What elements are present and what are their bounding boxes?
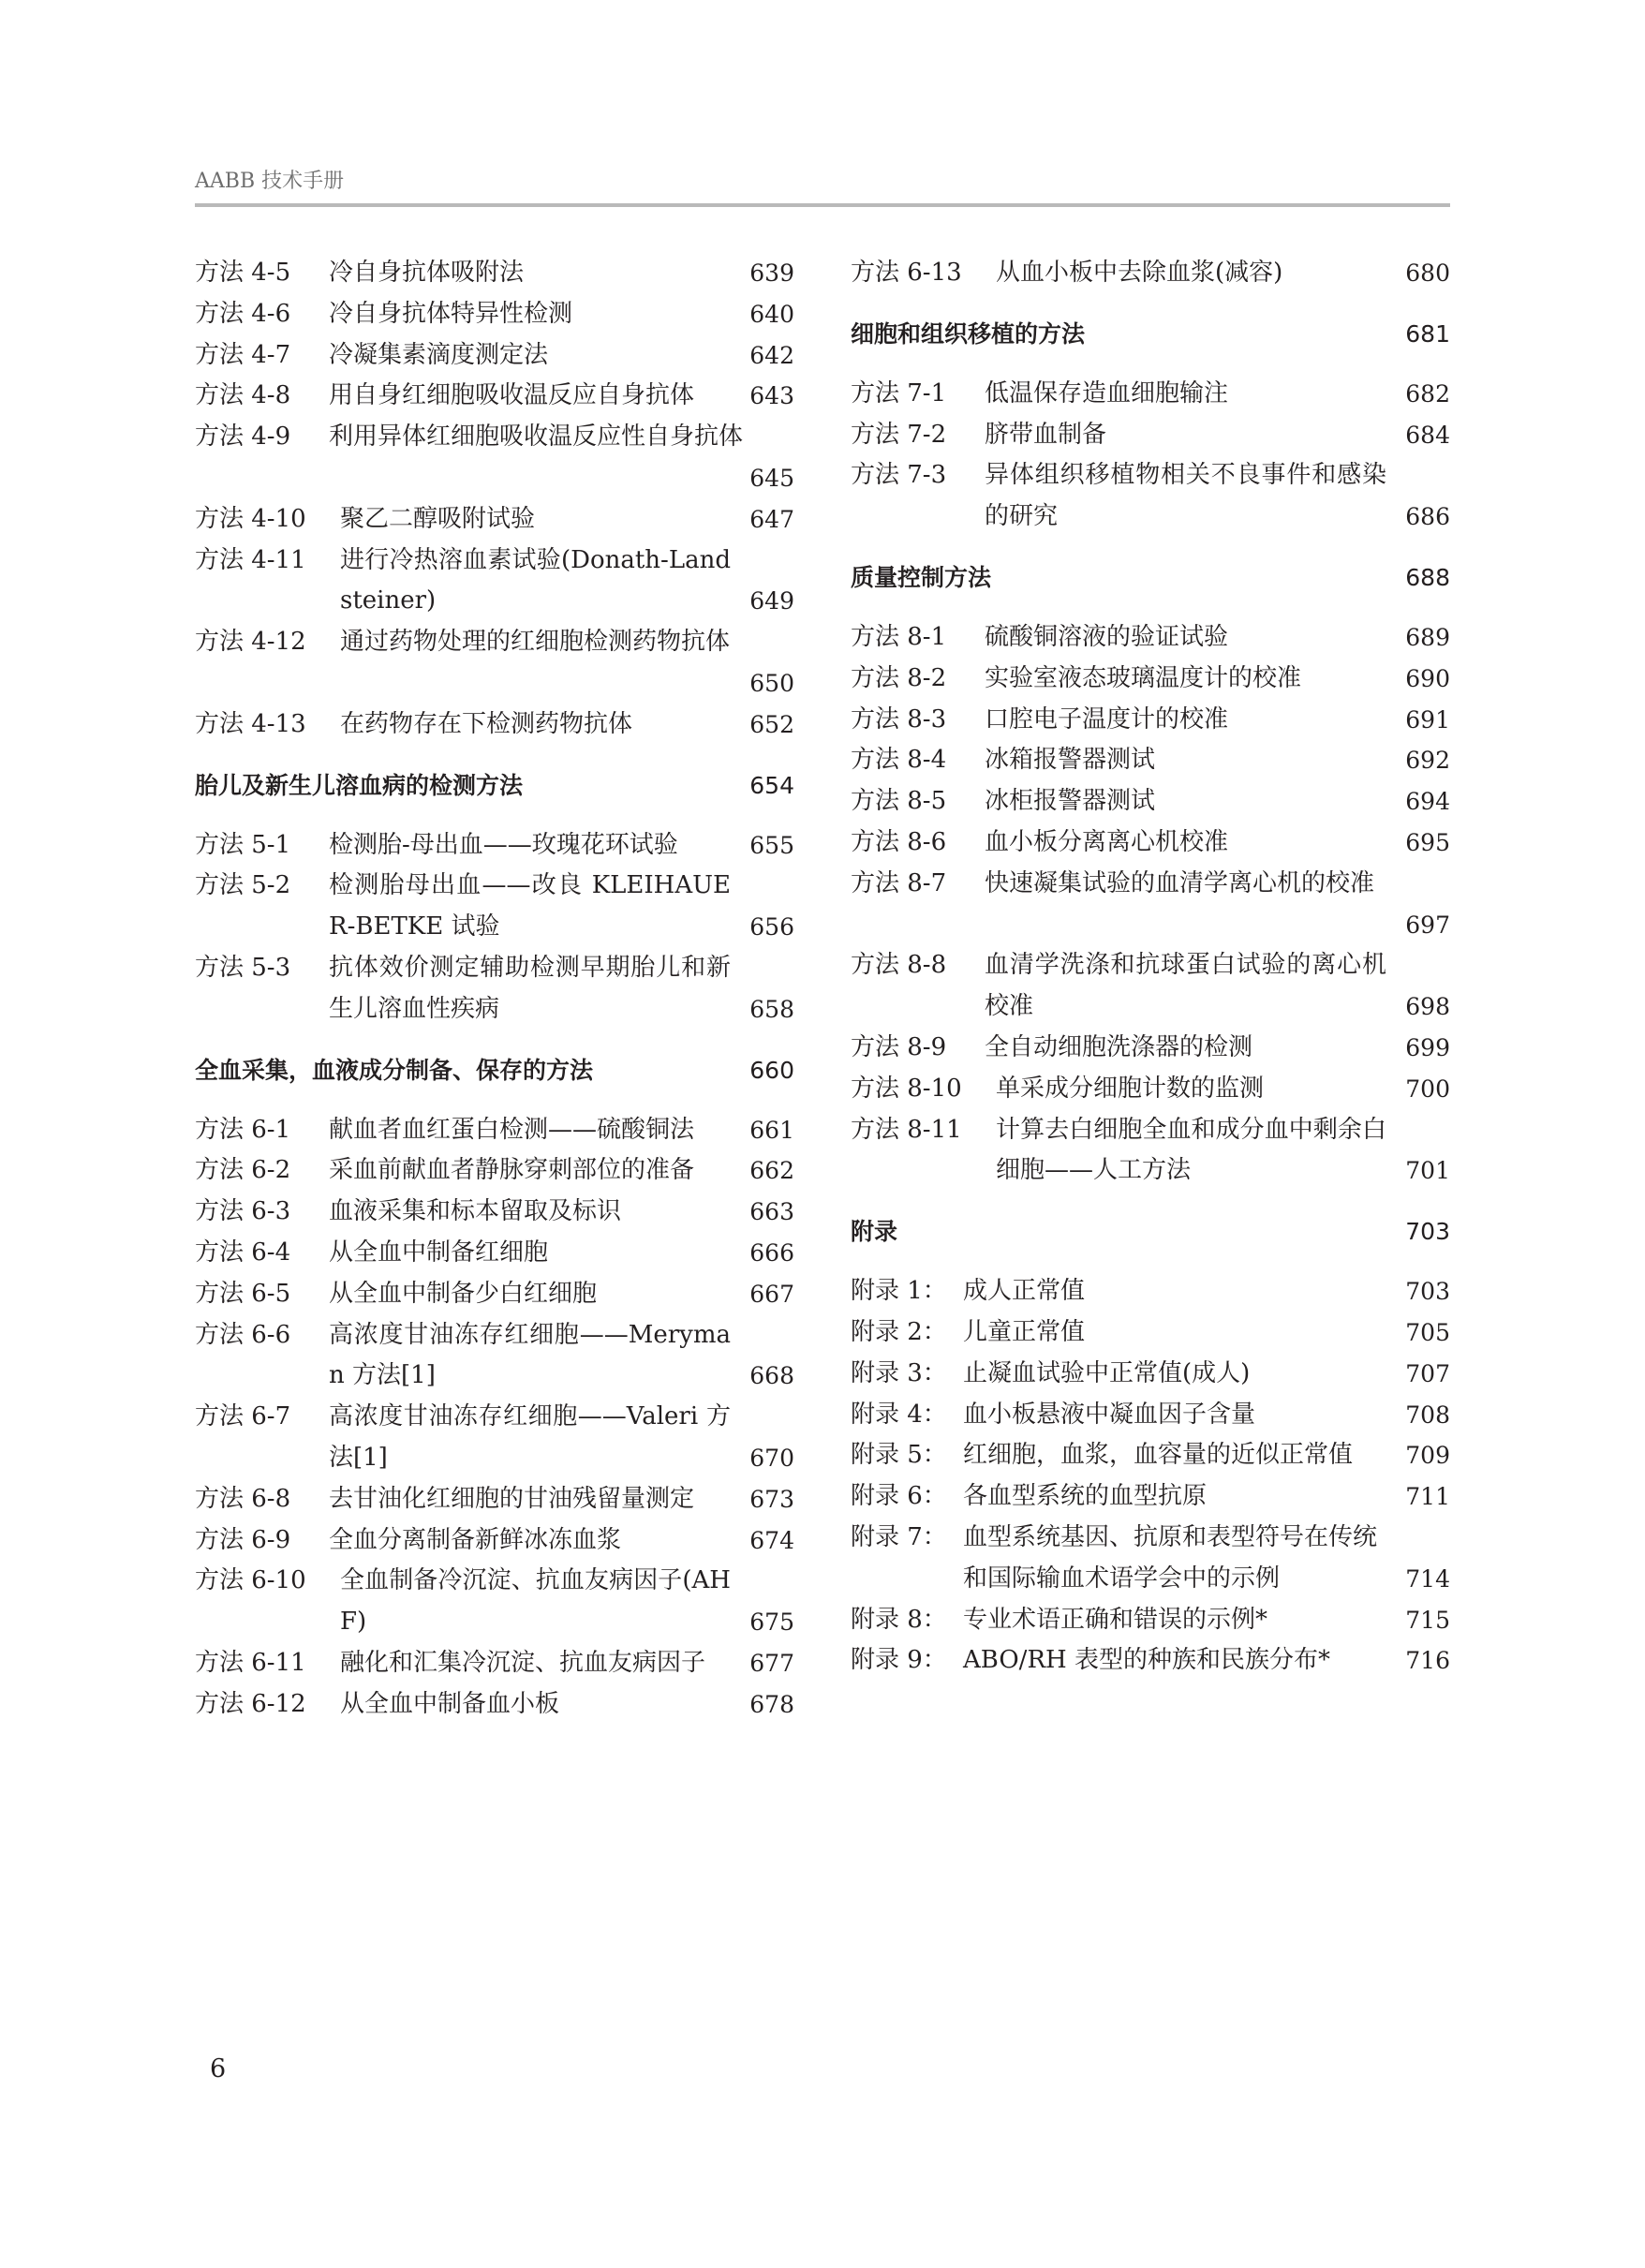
entry-page-number: 701 [1405, 1157, 1450, 1185]
entry-title: 冰柜报警器测试 [985, 787, 1156, 816]
method-label: 方法 4-9 [195, 422, 291, 452]
method-label: 方法 8-11 [851, 1115, 962, 1144]
entry-title: 全自动细胞洗涤器的检测 [985, 1032, 1253, 1061]
entry-page-number: 682 [1405, 379, 1450, 408]
toc-right-column [851, 253, 1450, 1682]
toc-entry[interactable] [195, 541, 794, 623]
entry-page-number: 698 [1405, 993, 1450, 1021]
section-title: 胎儿及新生儿溶血病的检测方法 [195, 771, 524, 799]
entry-page-number: 639 [749, 259, 794, 287]
appendix-label: 附录 9： [851, 1646, 947, 1675]
entry-title: 全血制备冷沉淀、抗血友病因子(AHF) [340, 1566, 731, 1637]
toc-entry[interactable] [195, 499, 794, 541]
toc-section-heading[interactable] [195, 1050, 794, 1090]
entry-page-number: 697 [1405, 911, 1450, 939]
section-page-number: 660 [749, 1056, 794, 1084]
toc-entry[interactable] [195, 1479, 794, 1520]
section-title: 附录 [851, 1218, 898, 1246]
entry-title: 异体组织移植物相关不良事件和感染的研究 [985, 461, 1386, 531]
entry-title: 血小板分离离心机校准 [985, 827, 1229, 856]
toc-entry[interactable] [851, 415, 1450, 456]
entry-title: 献血者血红蛋白检测——硫酸铜法 [329, 1115, 695, 1144]
entry-page-number: 695 [1405, 828, 1450, 856]
method-label: 方法 8-1 [851, 622, 947, 651]
section-title: 质量控制方法 [851, 563, 992, 591]
method-label: 方法 6-2 [195, 1156, 291, 1185]
method-label: 方法 6-1 [195, 1115, 291, 1144]
entry-title: 脐带血制备 [985, 420, 1107, 449]
toc-entry[interactable] [195, 376, 794, 417]
page-number: 6 [210, 2054, 227, 2083]
toc-entry[interactable] [195, 335, 794, 377]
appendix-label: 附录 6： [851, 1482, 947, 1511]
entry-page-number: 690 [1405, 664, 1450, 692]
entry-page-number: 640 [749, 300, 794, 328]
toc-appendix-entry[interactable] [851, 1518, 1450, 1600]
method-label: 方法 6-9 [195, 1525, 291, 1554]
entry-title: 止凝血试验中正常值(成人) [963, 1358, 1251, 1387]
toc-entry[interactable] [195, 417, 794, 499]
appendix-label: 附录 5： [851, 1441, 947, 1470]
toc-entry[interactable] [195, 1643, 794, 1684]
entry-page-number: 714 [1405, 1564, 1450, 1593]
entry-title: 在药物存在下检测药物抗体 [340, 709, 633, 738]
appendix-label: 附录 4： [851, 1400, 947, 1429]
toc-section-heading[interactable] [851, 557, 1450, 598]
method-label: 方法 6-4 [195, 1238, 291, 1267]
entry-page-number: 652 [749, 710, 794, 738]
entry-page-number: 643 [749, 382, 794, 410]
entry-page-number: 655 [749, 831, 794, 859]
entry-page-number: 692 [1405, 747, 1450, 775]
method-label: 方法 8-10 [851, 1074, 962, 1103]
toc-entry[interactable] [195, 1684, 794, 1726]
header-rule [195, 203, 1450, 207]
entry-page-number: 684 [1405, 421, 1450, 449]
entry-title: 高浓度甘油冻存红细胞——Meryman 方法[1] [329, 1320, 731, 1390]
entry-title: 冰箱报警器测试 [985, 746, 1156, 775]
toc-entry[interactable] [195, 1192, 794, 1233]
entry-title: 儿童正常值 [963, 1317, 1086, 1346]
method-label: 方法 8-7 [851, 868, 947, 897]
entry-title: 利用异体红细胞吸收温反应性自身抗体 [329, 422, 744, 452]
entry-title: 进行冷热溶血素试验(Donath-Landsteiner) [340, 545, 731, 615]
toc-entry[interactable] [851, 740, 1450, 781]
method-label: 方法 6-13 [851, 259, 962, 287]
appendix-label: 附录 7： [851, 1522, 947, 1551]
entry-title: 去甘油化红细胞的甘油残留量测定 [329, 1484, 695, 1513]
method-label: 方法 6-8 [195, 1484, 291, 1513]
method-label: 方法 7-3 [851, 461, 947, 490]
toc-appendix-entry[interactable] [851, 1354, 1450, 1395]
toc-entry[interactable] [195, 1315, 794, 1398]
entry-title: 口腔电子温度计的校准 [985, 704, 1229, 734]
entry-title: 抗体效价测定辅助检测早期胎儿和新生儿溶血性疾病 [329, 953, 731, 1023]
entry-page-number: 658 [749, 995, 794, 1023]
toc-appendix-entry[interactable] [851, 1395, 1450, 1436]
entry-title: 单采成分细胞计数的监测 [996, 1074, 1265, 1103]
toc-entry[interactable] [195, 704, 794, 746]
entry-title: 冷凝集素滴度测定法 [329, 340, 549, 369]
method-label: 方法 5-3 [195, 953, 291, 982]
entry-page-number: 670 [749, 1444, 794, 1472]
method-label: 方法 7-2 [851, 420, 947, 449]
method-label: 方法 6-11 [195, 1648, 306, 1677]
toc-entry[interactable] [851, 781, 1450, 823]
method-label: 方法 8-9 [851, 1032, 947, 1061]
entry-title: 通过药物处理的红细胞检测药物抗体 [340, 628, 731, 657]
entry-title: 全血分离制备新鲜冰冻血浆 [329, 1525, 622, 1554]
entry-page-number: 667 [749, 1280, 794, 1308]
method-label: 方法 6-3 [195, 1197, 291, 1226]
entry-title: 融化和汇集冷沉淀、抗血友病因子 [340, 1648, 706, 1677]
entry-page-number: 677 [749, 1649, 794, 1677]
entry-page-number: 663 [749, 1198, 794, 1226]
entry-title: 低温保存造血细胞输注 [985, 378, 1229, 408]
toc-left-column [195, 253, 794, 1726]
method-label: 方法 7-1 [851, 378, 947, 408]
toc-entry[interactable] [195, 1561, 794, 1643]
toc-appendix-entry[interactable] [851, 1271, 1450, 1312]
method-label: 方法 4-5 [195, 259, 291, 287]
entry-title: 血小板悬液中凝血因子含量 [963, 1400, 1256, 1429]
toc-entry[interactable] [195, 948, 794, 1030]
entry-title: 高浓度甘油冻存红细胞——Valeri 方法[1] [329, 1402, 731, 1472]
entry-title: 快速凝集试验的血清学离心机的校准 [985, 868, 1375, 897]
toc-section-heading[interactable] [851, 1211, 1450, 1252]
entry-page-number: 680 [1405, 259, 1450, 287]
method-label: 方法 8-6 [851, 827, 947, 856]
entry-page-number: 650 [749, 669, 794, 697]
section-page-number: 681 [1405, 319, 1450, 348]
section-page-number: 688 [1405, 563, 1450, 591]
method-label: 方法 8-5 [851, 787, 947, 816]
entry-title: 冷自身抗体特异性检测 [329, 299, 573, 328]
toc-appendix-entry[interactable] [851, 1435, 1450, 1476]
toc-appendix-entry[interactable] [851, 1476, 1450, 1518]
entry-page-number: 715 [1405, 1606, 1450, 1634]
method-label: 方法 4-8 [195, 381, 291, 410]
toc-entry[interactable] [851, 455, 1450, 538]
toc-appendix-entry[interactable] [851, 1600, 1450, 1641]
toc-appendix-entry[interactable] [851, 1312, 1450, 1354]
method-label: 方法 8-8 [851, 951, 947, 980]
entry-page-number: 675 [749, 1608, 794, 1637]
toc-entry[interactable] [195, 1233, 794, 1274]
entry-title: 采血前献血者静脉穿刺部位的准备 [329, 1156, 695, 1185]
entry-title: 血液采集和标本留取及标识 [329, 1197, 622, 1226]
entry-title: 从全血中制备血小板 [340, 1689, 560, 1718]
entry-page-number: 649 [749, 587, 794, 615]
toc-section-heading[interactable] [851, 314, 1450, 354]
toc-entry[interactable] [851, 374, 1450, 415]
toc-entry[interactable] [851, 659, 1450, 700]
method-label: 方法 6-5 [195, 1279, 291, 1308]
toc-entry[interactable] [195, 253, 794, 294]
appendix-label: 附录 3： [851, 1358, 947, 1387]
entry-title: 硫酸铜溶液的验证试验 [985, 622, 1229, 651]
toc-entry[interactable] [851, 945, 1450, 1028]
method-label: 方法 5-2 [195, 871, 291, 900]
entry-page-number: 716 [1405, 1647, 1450, 1675]
method-label: 方法 8-2 [851, 663, 947, 692]
entry-page-number: 686 [1405, 503, 1450, 531]
toc-entry[interactable] [195, 1520, 794, 1562]
toc-entry[interactable] [851, 253, 1450, 294]
toc-entry[interactable] [851, 700, 1450, 741]
toc-section-heading[interactable] [195, 765, 794, 806]
method-label: 方法 4-7 [195, 340, 291, 369]
appendix-label: 附录 1： [851, 1277, 947, 1306]
toc-entry[interactable] [195, 1150, 794, 1192]
entry-title: 从全血中制备少白红细胞 [329, 1279, 598, 1308]
entry-title: 检测胎母出血——改良 KLEIHAUER-BETKE 试验 [329, 871, 731, 941]
method-label: 方法 4-6 [195, 299, 291, 328]
entry-page-number: 662 [749, 1157, 794, 1185]
entry-page-number: 707 [1405, 1359, 1450, 1387]
entry-page-number: 705 [1405, 1318, 1450, 1346]
method-label: 方法 6-10 [195, 1566, 306, 1595]
entry-page-number: 666 [749, 1238, 794, 1267]
entry-title: 实验室液态玻璃温度计的校准 [985, 663, 1302, 692]
entry-page-number: 668 [749, 1362, 794, 1390]
entry-title: 红细胞，血浆，血容量的近似正常值 [963, 1441, 1354, 1470]
entry-title: 血型系统基因、抗原和表型符号在传统和国际输血术语学会中的示例 [963, 1522, 1378, 1593]
method-label: 方法 4-13 [195, 709, 306, 738]
entry-title: 聚乙二醇吸附试验 [340, 504, 536, 533]
entry-title: 冷自身抗体吸附法 [329, 259, 525, 287]
entry-page-number: 673 [749, 1485, 794, 1513]
entry-title: 各血型系统的血型抗原 [963, 1482, 1208, 1511]
method-label: 方法 6-6 [195, 1320, 291, 1349]
method-label: 方法 5-1 [195, 830, 291, 859]
toc-entry[interactable] [195, 294, 794, 335]
entry-title: ABO/RH 表型的种族和民族分布* [963, 1646, 1330, 1675]
entry-title: 用自身红细胞吸收温反应自身抗体 [329, 381, 695, 410]
entry-page-number: 642 [749, 341, 794, 369]
method-label: 方法 8-4 [851, 746, 947, 775]
toc-entry[interactable] [195, 1274, 794, 1315]
method-label: 方法 4-10 [195, 504, 306, 533]
toc-entry[interactable] [195, 866, 794, 948]
entry-page-number: 661 [749, 1116, 794, 1144]
entry-page-number: 700 [1405, 1075, 1450, 1103]
toc-entry[interactable] [195, 825, 794, 867]
appendix-label: 附录 8： [851, 1605, 947, 1634]
entry-page-number: 656 [749, 913, 794, 941]
entry-page-number: 709 [1405, 1442, 1450, 1470]
entry-title: 从全血中制备红细胞 [329, 1238, 549, 1267]
toc-entry[interactable] [195, 1397, 794, 1479]
entry-page-number: 647 [749, 505, 794, 533]
toc-entry[interactable] [851, 1028, 1450, 1069]
entry-page-number: 708 [1405, 1401, 1450, 1429]
section-page-number: 703 [1405, 1218, 1450, 1246]
method-label: 方法 4-11 [195, 545, 306, 574]
method-label: 方法 6-12 [195, 1689, 306, 1718]
toc-entry[interactable] [195, 1110, 794, 1151]
entry-page-number: 699 [1405, 1033, 1450, 1061]
entry-title: 血清学洗涤和抗球蛋白试验的离心机校准 [985, 951, 1386, 1021]
entry-page-number: 689 [1405, 623, 1450, 651]
method-label: 方法 8-3 [851, 704, 947, 734]
section-title: 全血采集，血液成分制备、保存的方法 [195, 1056, 594, 1084]
toc-entry[interactable] [851, 1069, 1450, 1110]
appendix-label: 附录 2： [851, 1317, 947, 1346]
running-title: AABB 技术手册 [195, 170, 345, 193]
toc-entry[interactable] [851, 617, 1450, 659]
section-title: 细胞和组织移植的方法 [851, 319, 1086, 348]
method-label: 方法 6-7 [195, 1402, 291, 1431]
toc-appendix-entry[interactable] [851, 1640, 1450, 1682]
entry-page-number: 703 [1405, 1278, 1450, 1306]
toc-entry[interactable] [851, 1110, 1450, 1193]
entry-title: 检测胎-母出血——玫瑰花环试验 [329, 830, 678, 859]
toc-entry[interactable] [851, 864, 1450, 946]
method-label: 方法 4-12 [195, 628, 306, 657]
entry-page-number: 711 [1405, 1483, 1450, 1511]
entry-title: 从血小板中去除血浆(减容) [996, 259, 1283, 287]
entry-page-number: 694 [1405, 788, 1450, 816]
entry-page-number: 674 [749, 1526, 794, 1554]
section-page-number: 654 [749, 771, 794, 799]
toc-entry[interactable] [195, 622, 794, 704]
entry-page-number: 691 [1405, 705, 1450, 734]
toc-entry[interactable] [851, 823, 1450, 864]
entry-title: 成人正常值 [963, 1277, 1086, 1306]
entry-page-number: 678 [749, 1690, 794, 1718]
entry-page-number: 645 [749, 464, 794, 492]
entry-title: 专业术语正确和错误的示例* [963, 1605, 1268, 1634]
entry-title: 计算去白细胞全血和成分血中剩余白细胞——人工方法 [996, 1115, 1386, 1185]
